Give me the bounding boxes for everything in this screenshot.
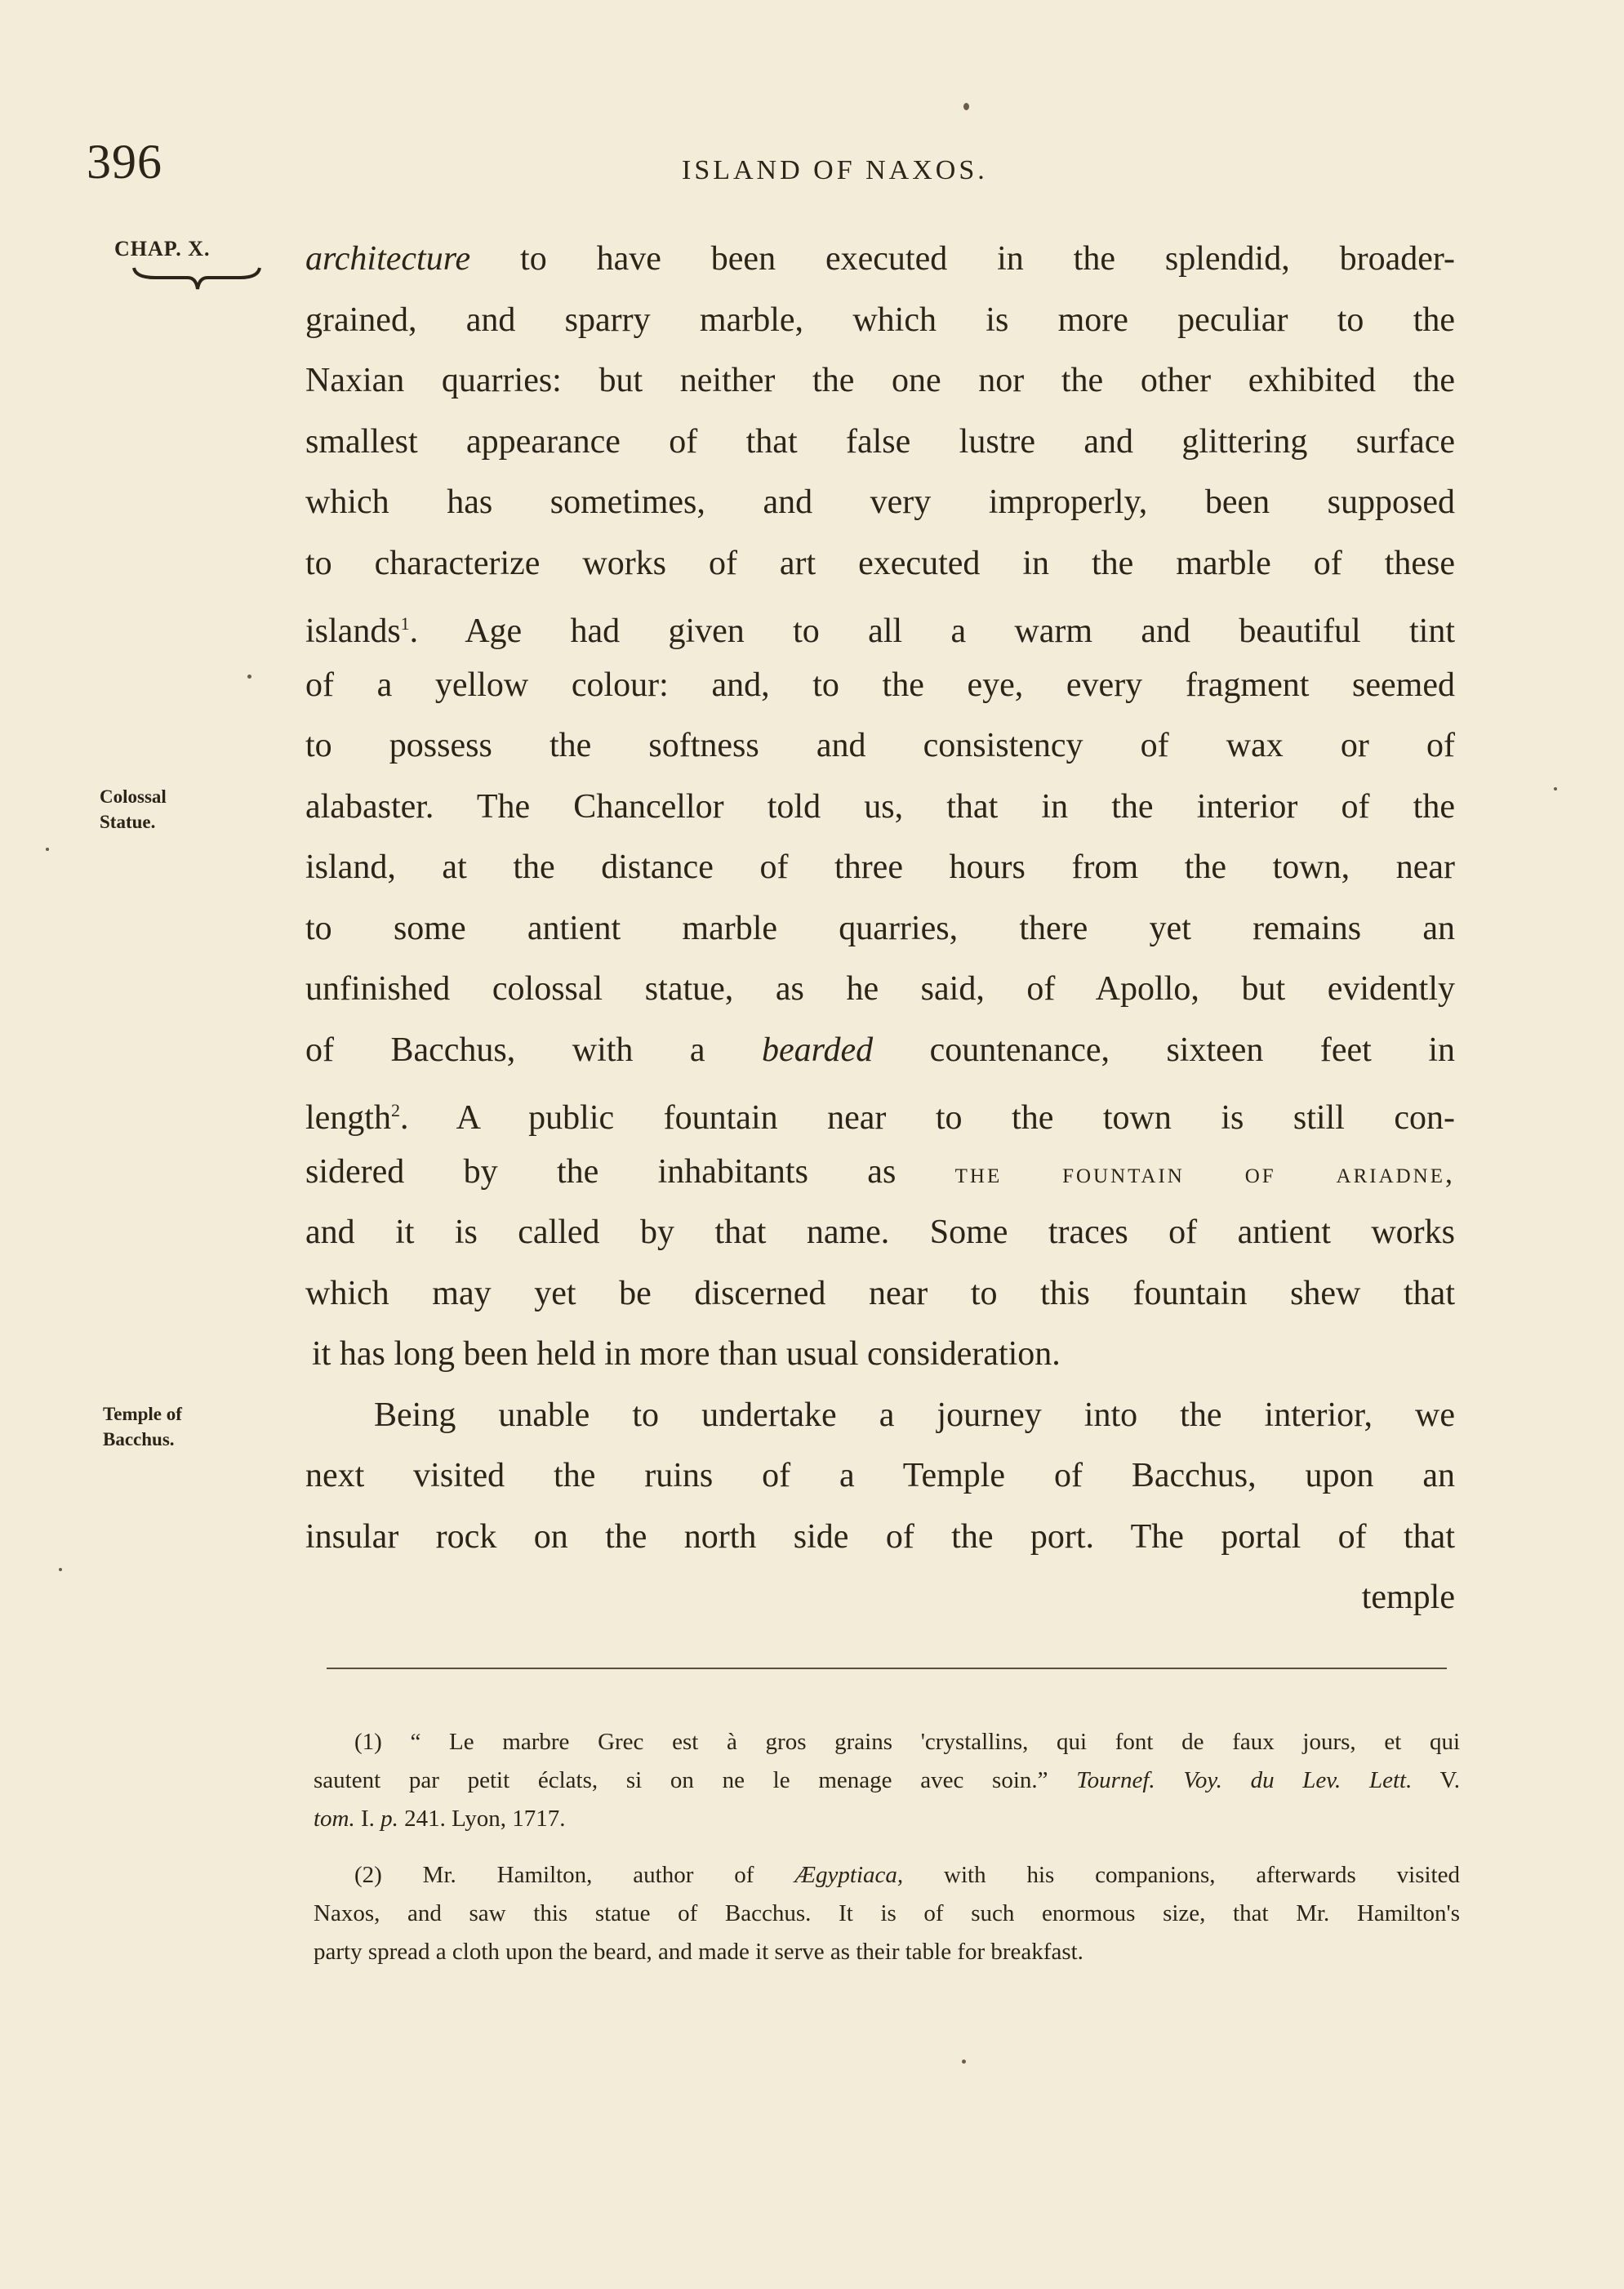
margin-note-line: Statue. <box>100 812 156 832</box>
italic-citation: tom. <box>314 1806 355 1832</box>
brace-ornament <box>131 265 261 297</box>
text-line: to some antient marble quarries, there yet remains an <box>305 909 1455 947</box>
text-line: and it is called by that name. Some traces of antient works <box>305 1214 1455 1251</box>
margin-note-colossal-statue <box>100 784 167 835</box>
text-line: island, at the distance of three hours from the town, near <box>305 848 1455 886</box>
text-span: (2) Mr. Hamilton, author of <box>354 1862 795 1888</box>
paper-speck <box>963 103 969 110</box>
footnote-line: Naxos, and saw this statue of Bacchus. It is of such enormous size, that Mr. Hamilton's <box>314 1900 1460 1926</box>
italic-word: architecture <box>305 240 471 278</box>
footnote-line: (1) “ Le marbre Grec est à gros grains 'crystallins, qui font de faux jours, et qui <box>354 1729 1460 1755</box>
paper-speck <box>46 848 49 851</box>
text-line: Naxian quarries: but neither the one nor the other exhibited the <box>305 362 1455 399</box>
text-line: which may yet be discerned near to this fountain shew that <box>305 1274 1455 1312</box>
text-span: of Bacchus, with a <box>305 1031 763 1069</box>
text-line: Being unable to undertake a journey into the interior, we <box>374 1396 1455 1434</box>
text-span: islands <box>305 612 401 650</box>
text-span: I. <box>354 1806 381 1832</box>
footnote-ref: 1 <box>400 613 410 634</box>
text-line <box>305 229 1455 290</box>
text-span: sidered by the inhabitants as <box>305 1152 955 1191</box>
text-span: with his companions, afterwards visited <box>903 1862 1460 1888</box>
paper-speck <box>247 675 251 679</box>
catchword: temple <box>1361 1579 1455 1616</box>
text-line <box>305 1080 1455 1142</box>
text-line <box>305 594 1455 655</box>
footnote-ref: 2 <box>390 1100 400 1120</box>
footnote-line: party spread a cloth upon the beard, and made it serve as their table for breakfast. <box>314 1939 1083 1965</box>
margin-note-temple-of-bacchus <box>103 1401 182 1452</box>
text-line: to possess the softness and consistency of wax or of <box>305 727 1455 764</box>
text-line: unfinished colossal statue, as he said, of Apollo, but evidently <box>305 970 1455 1008</box>
text-line: next visited the ruins of a Temple of Bacchus, upon an <box>305 1457 1455 1494</box>
text-span: to have been executed in the splendid, broader- <box>470 240 1455 278</box>
text-span: sautent par petit éclats, si on ne le menage avec soin.” <box>314 1767 1077 1793</box>
running-title: ISLAND OF NAXOS. <box>682 155 988 185</box>
margin-note-line: Bacchus. <box>103 1429 175 1450</box>
footnote-line <box>314 1856 1460 1895</box>
page-number: 396 <box>87 135 162 189</box>
margin-note-line: Temple of <box>103 1404 182 1424</box>
text-line: grained, and sparry marble, which is more peculiar to the <box>305 301 1455 339</box>
text-span: countenance, sixteen feet in <box>873 1031 1455 1069</box>
text-line: it has long been held in more than usual consideration. <box>312 1335 1061 1373</box>
italic-word: bearded <box>762 1031 874 1069</box>
text-line: smallest appearance of that false lustre and glittering surface <box>305 422 1455 461</box>
text-span: length <box>305 1099 391 1137</box>
paper-speck <box>59 1568 62 1571</box>
footnotes <box>314 1723 1460 1971</box>
chapter-label: CHAP. X. <box>114 237 211 261</box>
text-line <box>305 1142 1455 1203</box>
footnote-rule <box>327 1668 1447 1669</box>
text-span: . Age had given to all a warm and beautiful tint <box>409 612 1455 650</box>
paper-speck <box>1554 787 1557 790</box>
margin-note-line: Colossal <box>100 786 167 807</box>
text-line: which has sometimes, and very improperly, been supposed <box>305 483 1455 521</box>
text-span: 241. Lyon, 1717. <box>398 1806 566 1832</box>
text-line: alabaster. The Chancellor told us, that in the interior of the <box>305 787 1455 826</box>
text-span: V. <box>1412 1767 1461 1793</box>
paper-speck <box>962 2060 966 2064</box>
text-line: insular rock on the north side of the port. The portal of that <box>305 1517 1455 1556</box>
italic-citation: Tournef. Voy. du Lev. Lett. <box>1076 1767 1413 1793</box>
text-line: of a yellow colour: and, to the eye, every fragment seemed <box>305 666 1455 704</box>
text-line: to characterize works of art executed in the marble of these <box>305 544 1455 582</box>
italic-citation: p. <box>380 1806 398 1832</box>
footnote-line <box>314 1761 1460 1800</box>
small-caps-phrase: the fountain of ariadne, <box>954 1156 1456 1189</box>
footnote-line <box>314 1800 1460 1838</box>
text-line <box>305 1020 1455 1081</box>
text-span: . A public fountain near to the town is still con- <box>399 1099 1455 1137</box>
body-text <box>305 229 1455 1628</box>
italic-title: Ægyptiaca, <box>794 1862 904 1888</box>
